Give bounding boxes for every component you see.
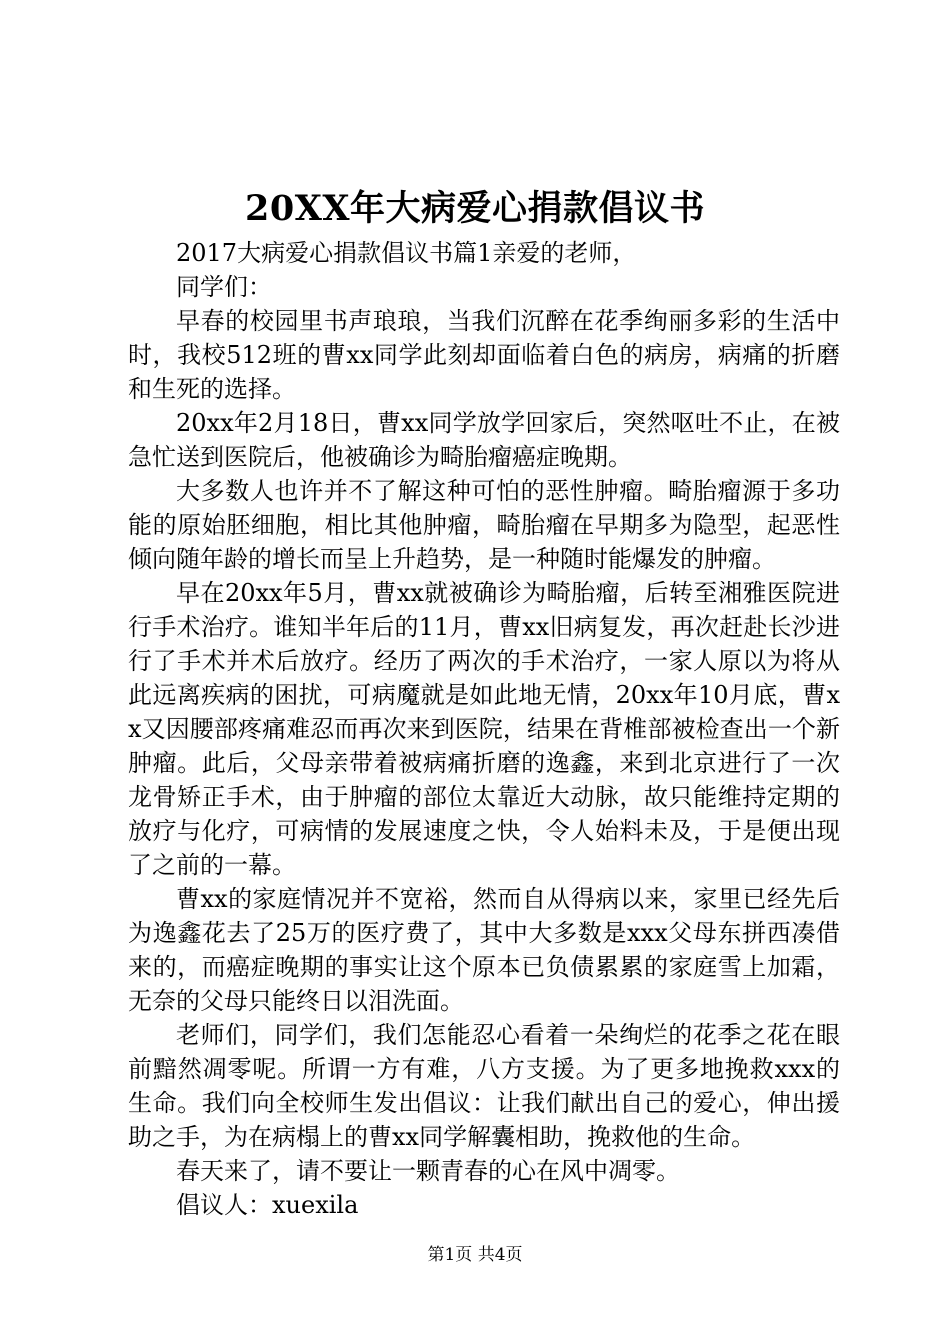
- paragraph-treatment-history: 早在20xx年5月，曹xx就被确诊为畸胎瘤，后转至湘雅医院进行手术治疗。谁知半年后的11月，曹xx旧病复发，再次赶赴长沙进行了手术并术后放疗。经历了两次的手术治疗，一家人原以为将从此远离疾病的困扰，可病魔就是如此地无情，20xx年10月底，曹xx又因腰部疼痛难忍而再次来到医院，结果在背椎部被检查出一个新肿瘤。此后，父母亲带着被病痛折磨的逸鑫，来到北京进行了一次龙骨矫正手术，由于肿瘤的部位太靠近大动脉，故只能维持定期的放疗与化疗，可病情的发展速度之快，令人始料未及，于是便出现了之前的一幕。: [128, 579, 840, 879]
- paragraph-family-situation: 曹xx的家庭情况并不宽裕，然而自从得病以来，家里已经先后为逸鑫花去了25万的医疗费了，其中大多数是xxx父母东拼西凑借来的，而癌症晚期的事实让这个原本已负债累累的家庭雪上加霜，无奈的父母只能终日以泪洗面。: [128, 885, 840, 1015]
- paragraph-tumor-description: 大多数人也许并不了解这种可怕的恶性肿瘤。畸胎瘤源于多功能的原始胚细胞，相比其他肿瘤，畸胎瘤在早期多为隐型，起恶性倾向随年龄的增长而呈上升趋势，是一种随时能爆发的肿瘤。: [128, 477, 840, 573]
- paragraph-appeal: 老师们，同学们，我们怎能忍心看着一朵绚烂的花季之花在眼前黯然凋零呢。所谓一方有难，八方支援。为了更多地挽救xxx的生命。我们向全校师生发出倡议：让我们献出自己的爱心，伸出援助之手，为在病榻上的曹xx同学解囊相助，挽救他的生命。: [128, 1021, 840, 1151]
- paragraph-salutation: 同学们：: [176, 273, 272, 301]
- paragraph-signature: 倡议人：xuexila: [176, 1191, 359, 1219]
- document-body: [128, 236, 840, 1222]
- paragraph-closing: 春天来了，请不要让一颗青春的心在风中凋零。: [176, 1157, 680, 1185]
- paragraph-intro: 2017大病爱心捐款倡议书篇1亲爱的老师，: [176, 239, 637, 267]
- page-footer: 第1页 共4页: [427, 1245, 523, 1265]
- paragraph-spring-campus: 早春的校园里书声琅琅，当我们沉醉在花季绚丽多彩的生活中时，我校512班的曹xx同学此刻却面临着白色的病房，病痛的折磨和生死的选择。: [128, 307, 840, 403]
- paragraph-diagnosis: 20xx年2月18日，曹xx同学放学回家后，突然呕吐不止，在被急忙送到医院后，他被确诊为畸胎瘤癌症晚期。: [128, 409, 840, 471]
- document-title: 20XX年大病爱心捐款倡议书: [244, 188, 706, 229]
